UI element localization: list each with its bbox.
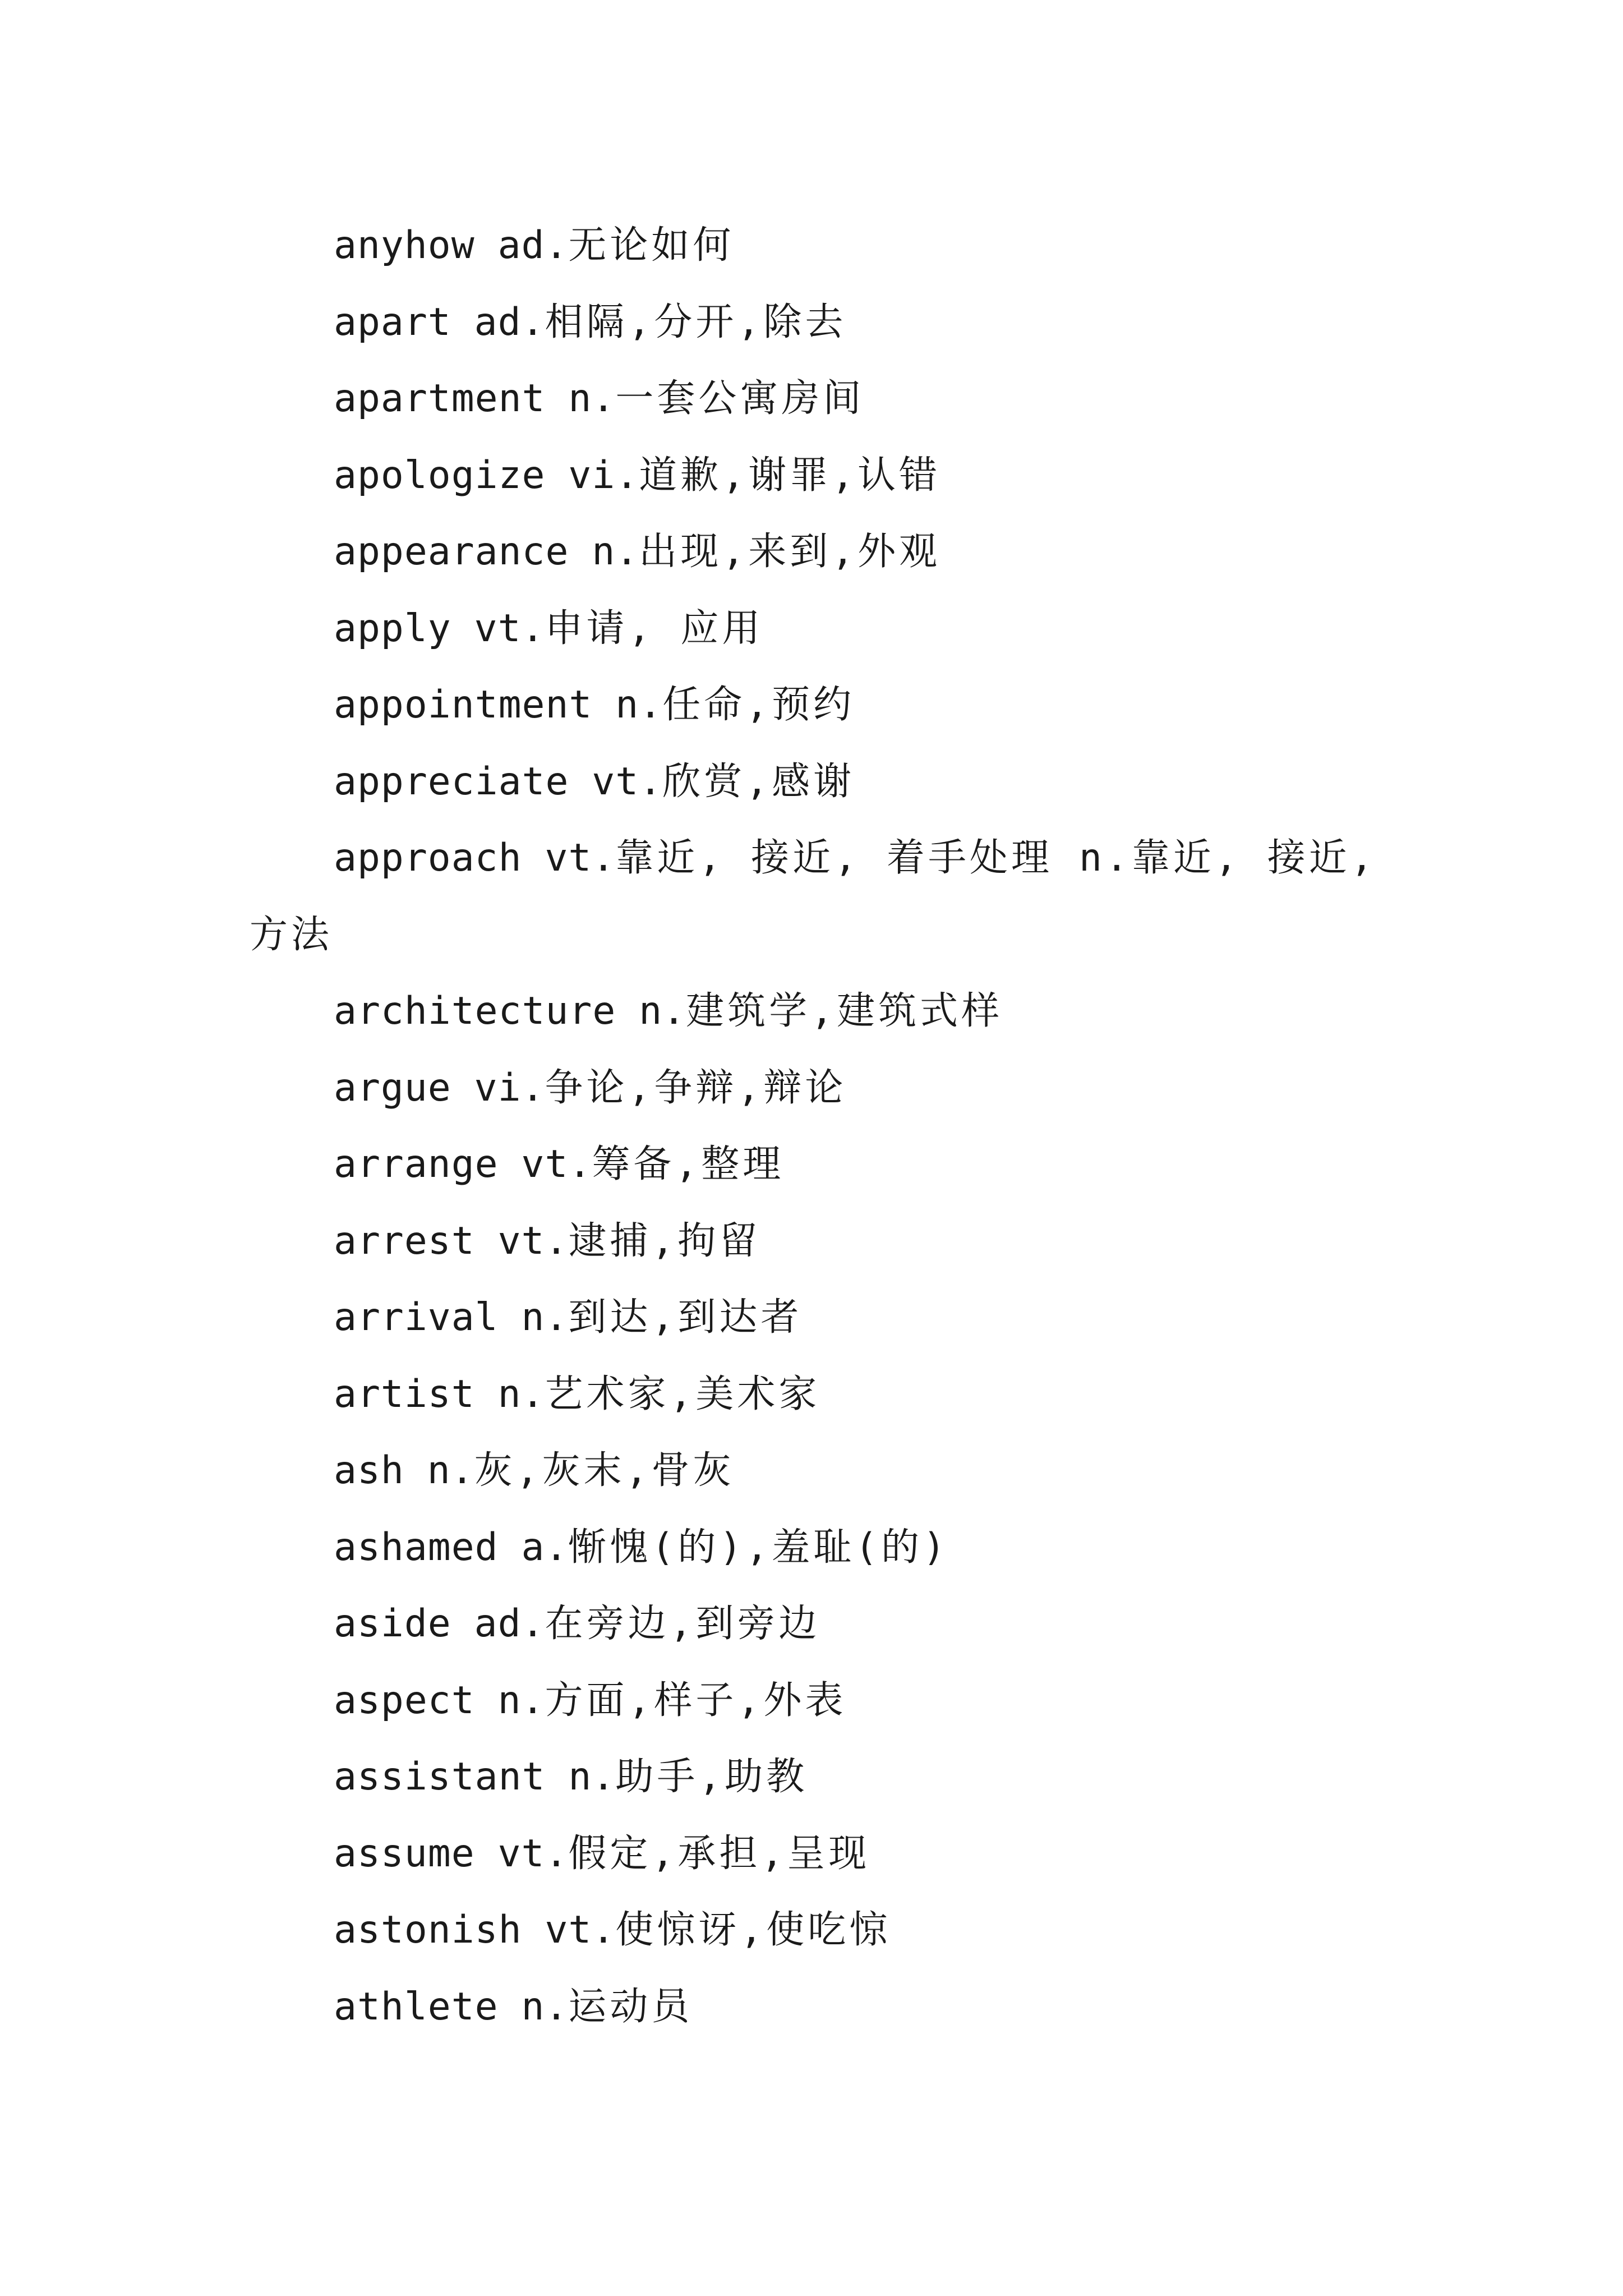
entry-meaning: 艺术家,美术家	[545, 1372, 820, 1416]
entry-word: anyhow	[334, 223, 475, 268]
vocab-entry-anyhow	[250, 208, 1399, 284]
entry-word: apply	[334, 606, 451, 651]
entry-pos: ad.	[497, 223, 569, 268]
entry-pos: n.	[639, 989, 686, 1033]
entry-meaning: 欣赏,感谢	[662, 759, 855, 804]
vocab-entry-appearance	[250, 514, 1399, 591]
entry-pos: n.	[521, 1984, 569, 2029]
entry-pos: vt.	[474, 606, 545, 651]
entry-meaning: 助手,助教	[615, 1755, 808, 1799]
vocab-entry-aspect	[250, 1663, 1399, 1740]
entry-pos: n.	[615, 683, 663, 727]
entry-pos: ad.	[474, 1602, 545, 1646]
entry-word: arrest	[334, 1218, 475, 1263]
entry-pos: ad.	[474, 300, 545, 344]
vocab-entry-arrange	[250, 1126, 1399, 1203]
entry-word: artist	[334, 1372, 475, 1416]
entry-word: approach	[334, 836, 522, 880]
vocab-entry-aside	[250, 1586, 1399, 1663]
vocab-entry-astonish	[250, 1892, 1399, 1969]
entry-word: athlete	[334, 1984, 499, 2029]
entry-meaning: 使惊讶,使吃惊	[615, 1908, 891, 1952]
entry-pos: vt.	[545, 836, 616, 880]
entry-pos: vt.	[545, 1908, 616, 1952]
entry-word: ash	[334, 1448, 404, 1493]
vocab-entry-arrival	[250, 1280, 1399, 1356]
entry-word: ashamed	[334, 1525, 499, 1570]
entry-meaning: 争论,争辩,辩论	[545, 1065, 847, 1110]
entry-word: appointment	[334, 683, 593, 727]
vocab-entry-approach	[250, 820, 1399, 973]
vocab-entry-apartment	[250, 361, 1399, 438]
entry-word: aside	[334, 1602, 451, 1646]
vocab-entry-apologize	[250, 438, 1399, 514]
entry-pos: vi.	[568, 453, 639, 498]
entry-meaning: 道歉,谢罪,认错	[639, 453, 941, 498]
entry-pos: n.	[427, 1448, 474, 1493]
vocab-entry-appointment	[250, 667, 1399, 744]
entry-pos: n.	[592, 530, 639, 574]
entry-meaning: 任命,预约	[662, 683, 855, 727]
entry-pos: n.	[521, 1295, 569, 1340]
entry-pos: n.	[568, 1755, 616, 1799]
entry-meaning: 假定,承担,呈现	[568, 1831, 870, 1876]
entry-pos: vt.	[592, 759, 663, 804]
entry-pos: vt.	[521, 1142, 592, 1186]
vocab-entry-assume	[250, 1816, 1399, 1893]
entry-pos: vt.	[497, 1218, 569, 1263]
vocab-entry-apart	[250, 284, 1399, 361]
entry-word: appearance	[334, 530, 569, 574]
entry-pos: n.	[497, 1678, 545, 1723]
entry-word: arrival	[334, 1295, 499, 1340]
entry-meaning: 筹备,整理	[592, 1142, 785, 1186]
entry-meaning: 逮捕,拘留	[568, 1218, 761, 1263]
entry-meaning: 运动员	[568, 1984, 693, 2029]
entry-pos: n.	[497, 1372, 545, 1416]
entry-meaning: 建筑学,建筑式样	[686, 989, 1003, 1033]
vocab-entry-ashamed	[250, 1510, 1399, 1586]
entry-word: assistant	[334, 1755, 546, 1799]
entry-pos: a.	[521, 1525, 569, 1570]
entry-meaning: 惭愧(的),羞耻(的)	[568, 1525, 949, 1570]
vocab-entry-assistant	[250, 1739, 1399, 1816]
vocab-entry-athlete	[250, 1969, 1399, 2046]
entry-word: apologize	[334, 453, 546, 498]
entry-meaning: 到达,到达者	[568, 1295, 803, 1340]
vocab-entry-appreciate	[250, 744, 1399, 821]
entry-meaning: 方面,样子,外表	[545, 1678, 847, 1723]
vocab-entry-argue	[250, 1050, 1399, 1127]
vocab-entry-artist	[250, 1356, 1399, 1433]
entry-word: appreciate	[334, 759, 569, 804]
entry-word: arrange	[334, 1142, 499, 1186]
entry-word: aspect	[334, 1678, 475, 1723]
entry-pos: vt.	[497, 1831, 569, 1876]
vocab-entry-apply	[250, 591, 1399, 668]
vocabulary-list	[250, 208, 1399, 2045]
vocab-entry-architecture	[250, 973, 1399, 1050]
entry-meaning: 相隔,分开,除去	[545, 300, 847, 344]
entry-meaning: 一套公寓房间	[615, 376, 865, 421]
entry-meaning: 申请, 应用	[545, 606, 764, 651]
entry-word: astonish	[334, 1908, 522, 1952]
entry-word: apartment	[334, 376, 546, 421]
entry-word: argue	[334, 1065, 451, 1110]
vocab-entry-ash	[250, 1433, 1399, 1510]
entry-word: assume	[334, 1831, 475, 1876]
entry-meaning: 出现,来到,外观	[639, 530, 941, 574]
entry-meaning: 靠近, 接近, 着手处理 n.靠近, 接近, 方法	[250, 836, 1377, 957]
entry-meaning: 无论如何	[568, 223, 735, 268]
entry-meaning: 灰,灰末,骨灰	[474, 1448, 735, 1493]
entry-word: apart	[334, 300, 451, 344]
entry-pos: n.	[568, 376, 616, 421]
entry-word: architecture	[334, 989, 616, 1033]
entry-meaning: 在旁边,到旁边	[545, 1602, 820, 1646]
entry-pos: vi.	[474, 1065, 545, 1110]
vocab-entry-arrest	[250, 1203, 1399, 1280]
